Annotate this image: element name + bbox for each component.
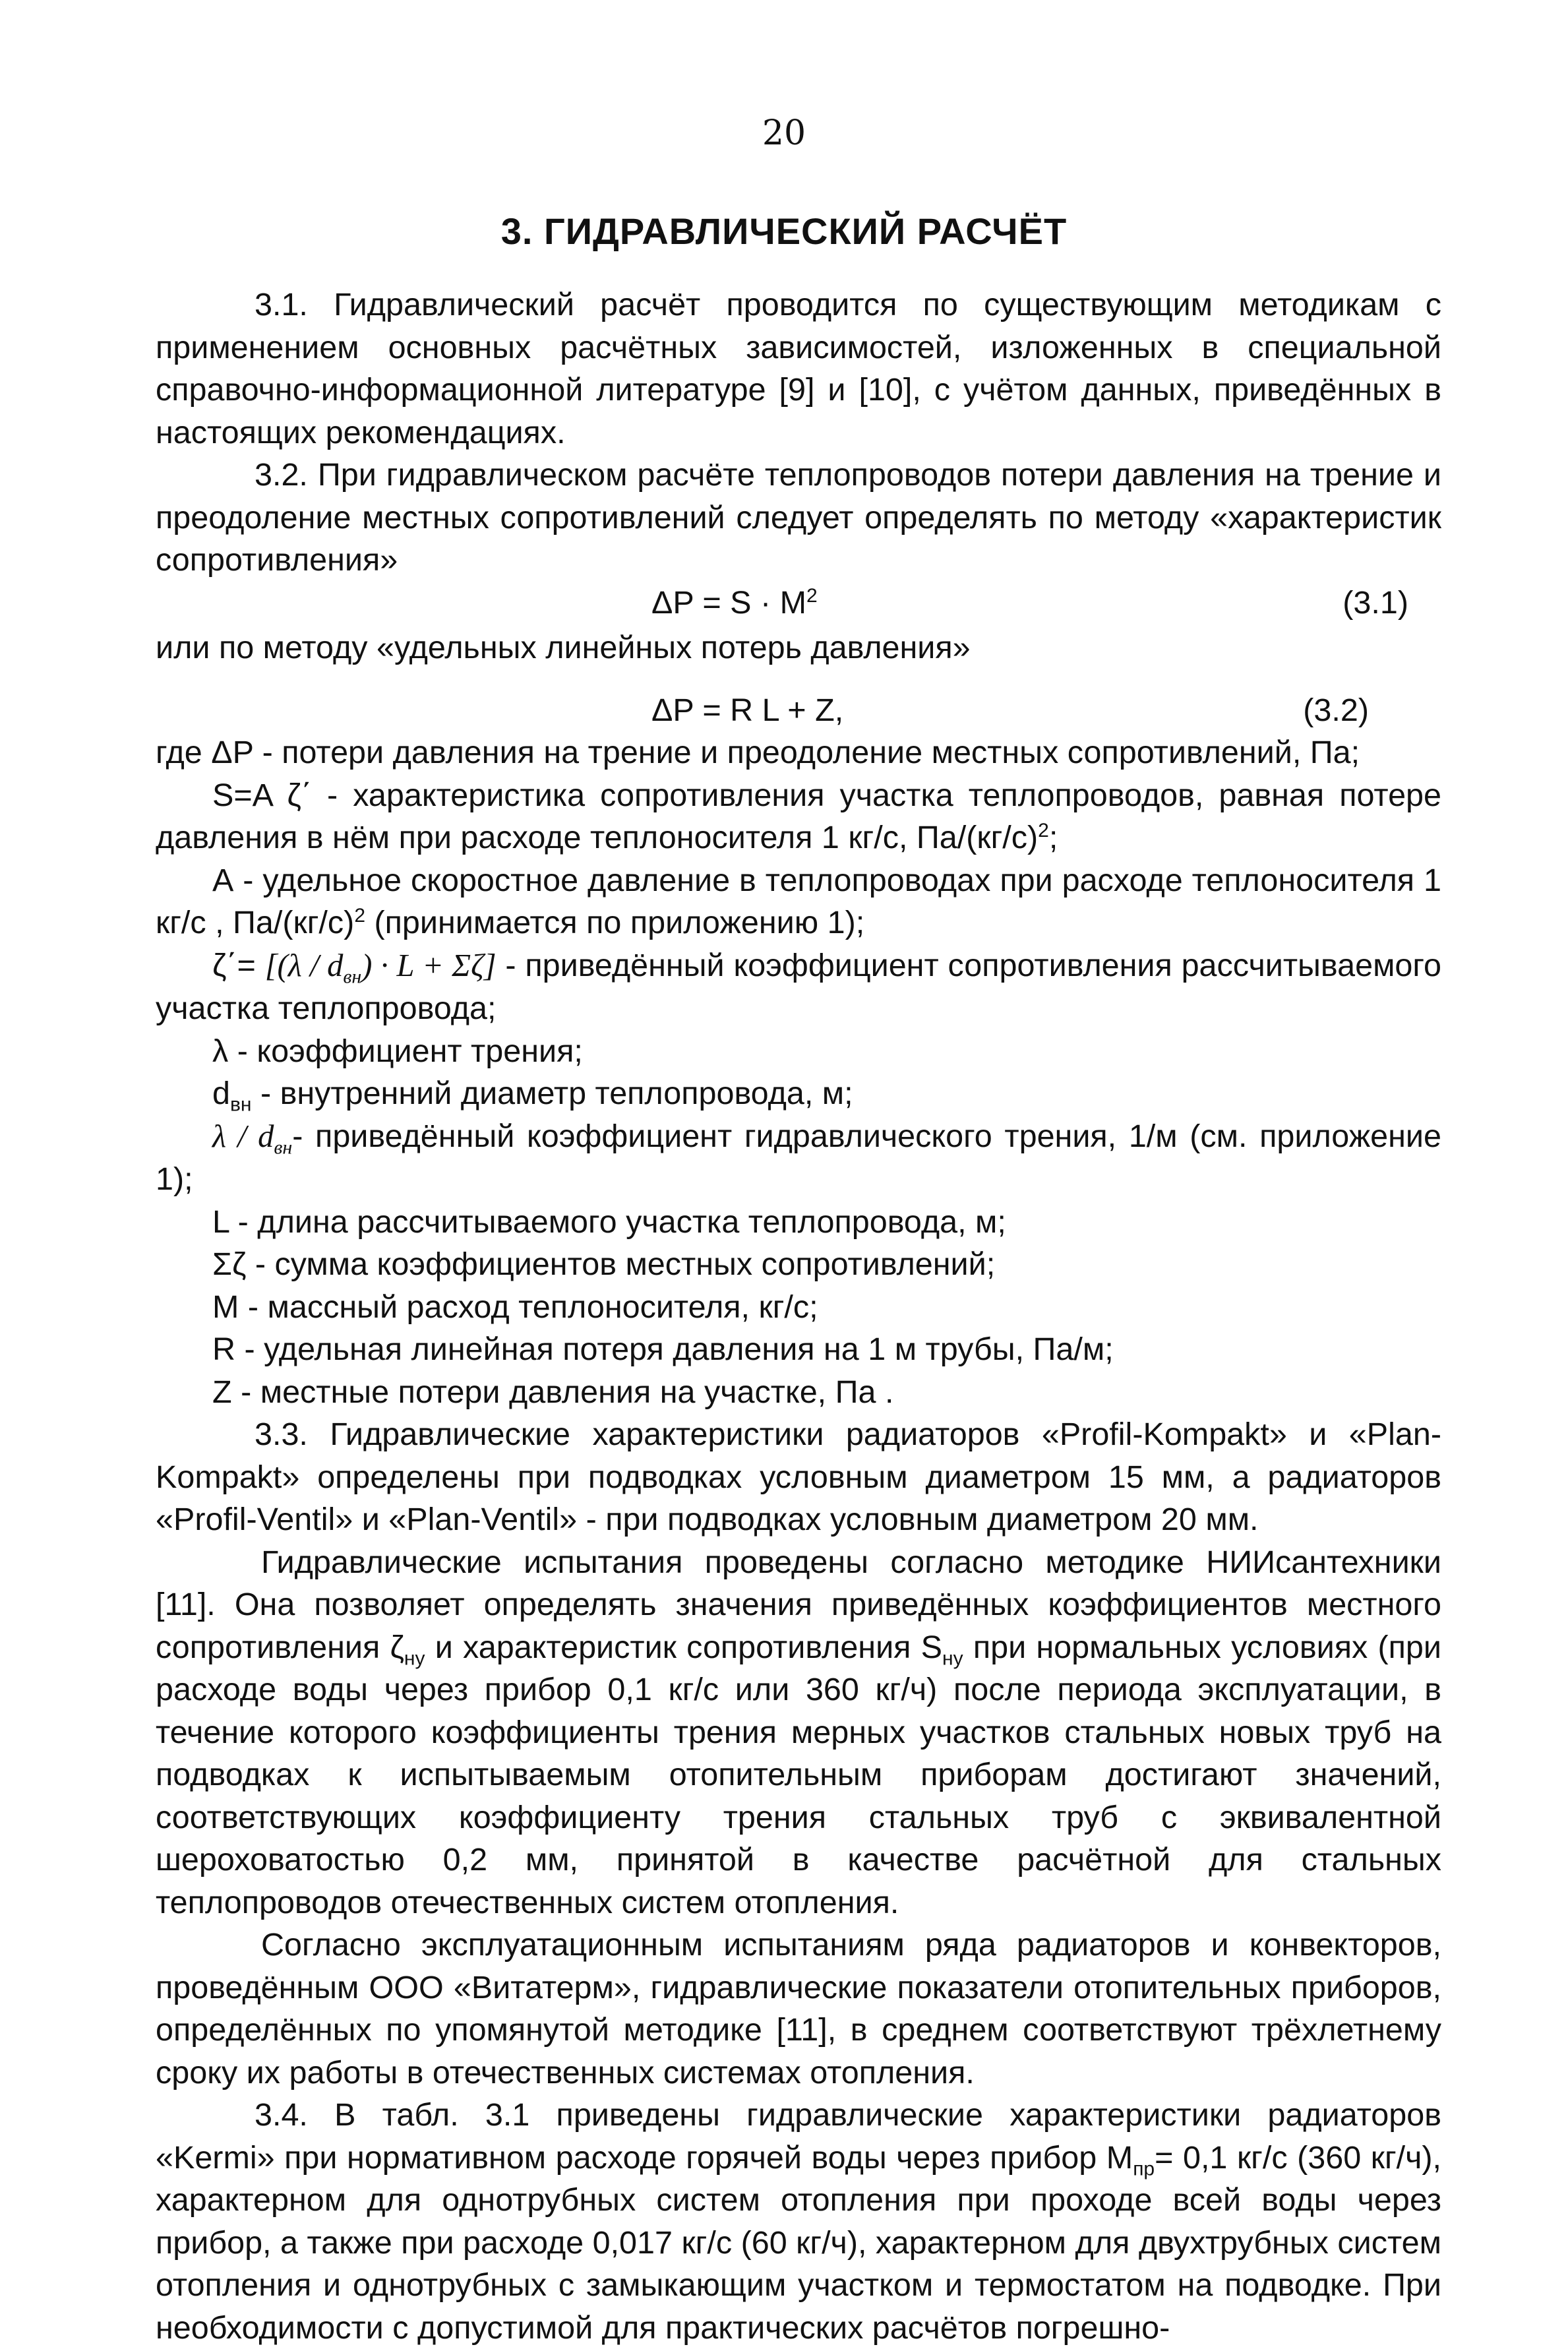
formula-3-2 [156,689,1441,732]
paragraph-vitaterm: Согласно эксплуатационным испытаниям ряда радиаторов и конвекторов, проведённым ООО «Витатерм», гидравлические показатели отопительных приборов, определённых по упомянутой методике [11], в среднем соответствуют трёхлетнему сроку их работы в отечественных системах отопления. [156,1927,1441,2090]
d-definition: $d_{вн}$ - внутренний диаметр теплопровода, м; [212,1076,853,1116]
lambda-d-definition: λ / $d_{вн}-$ приведённый коэффициент гидравлического трения, 1/м (см. приложение 1); [156,1118,1442,1197]
z-definition: Z - местные потери давления на участке, Па . [212,1374,894,1410]
zeta-formula: $[(\lambda / d_{вн}) \cdot L + \Sigma\zeta]$ [264,948,497,988]
formula-3-1 [156,582,1441,625]
m-definition: M - массный расход теплоносителя, кг/с; [212,1289,818,1325]
a-definition: А - удельное скоростное давление в теплопроводах при расходе теплоносителя 1 кг/с , $Па/(кг/с)^2$ (принимается по приложению 1); [156,862,1441,940]
formula-3-2-number: (3.2) [1303,692,1369,728]
page-body [156,284,1441,2349]
paragraph-3-4: 3.4. В табл. 3.1 приведены гидравлические характеристики радиаторов «Kermi» при нормативном расходе горячей воды через прибор $M_{пр}= 0,1$ кг/с (360 кг/ч), характерном для однотрубных систем отопления при проходе всей воды через прибор, а также при расходе 0,017 кг/с (60 кг/ч), характерном для двухтрубных систем отопления и однотрубных с замыкающим участком и термостатом на подводке. При необходимости с допустимой для практических расчётов погрешно- [156,2097,1441,2346]
s-definition: S=A ζ΄ - характеристика сопротивления участка теплопроводов, равная потере давления в нём при расходе теплоносителя 1 кг/с, $Па/(кг/с)^2$; [156,777,1441,855]
sum-zeta-definition: Σζ - сумма коэффициентов местных сопротивлений; [212,1246,996,1282]
section-title: 3. ГИДРАВЛИЧЕСКИЙ РАСЧЁТ [500,210,1068,252]
where-definition: где ΔP - потери давления на трение и преодоление местных сопротивлений, Па; [156,735,1360,770]
paragraph-3-3: 3.3. Гидравлические характеристики радиаторов «Profil-Kompakt» и «Plan-Kompakt» определены при подводках условным диаметром 15 мм, а радиаторов «Profil-Ventil» и «Plan-Ventil» - при подводках условным диаметром 20 мм. [156,1417,1441,1537]
paragraph-or: или по методу «удельных линейных потерь давления» [156,630,971,665]
formula-3-1-number: (3.1) [1342,584,1408,621]
paragraph-hydraulic-tests: Гидравлические испытания проведены согласно методике НИИсантехники [11]. Она позволяет определять значения приведённых коэффициентов местного сопротивления $\zeta_{ну}$ и характеристик сопротивления $S_{ну}$ при нормальных условиях (при расходе воды через прибор 0,1 кг/с или 360 кг/ч) после периода эксплуатации, в течение которого коэффициенты трения мерных участков стальных новых труб на подводках к испытываемым отопительным приборам достигают значений, соответствующих коэффициенту трения стальных труб с эквивалентной шероховатостью 0,2 мм, принятой в качестве расчётной для стальных теплопроводов отечественных систем отопления. [156,1544,1441,1920]
paragraph-3-2: 3.2. При гидравлическом расчёте теплопроводов потери давления на трение и преодоление местных сопротивлений следует определять по методу «характеристик сопротивления» [156,457,1441,578]
formula-3-1-expression: $\Delta P = S \cdot M^2$ [651,584,818,621]
paragraph-3-1: 3.1. Гидравлический расчёт проводится по существующим методикам с применением основных расчётных зависимостей, изложенных в специальной справочно-информационной литературе [9] и [10], с учётом данных, приведённых в настоящих рекомендациях. [156,287,1441,450]
l-definition: L - длина рассчитываемого участка теплопровода, м; [212,1204,1006,1240]
r-definition: R - удельная линейная потеря давления на 1 м трубы, Па/м; [212,1331,1114,1367]
lambda-definition: λ - коэффициент трения; [212,1033,583,1069]
page-number: 20 [762,113,806,153]
zeta-definition: $\zeta΄= [(\lambda / d_{вн}) \cdot L + \Sigma\zeta]$ - приведённый коэффициент сопротивления рассчитываемого участка теплопровода; [156,947,1441,1026]
formula-3-2-expression: ΔP = R L + Z, [651,692,844,728]
